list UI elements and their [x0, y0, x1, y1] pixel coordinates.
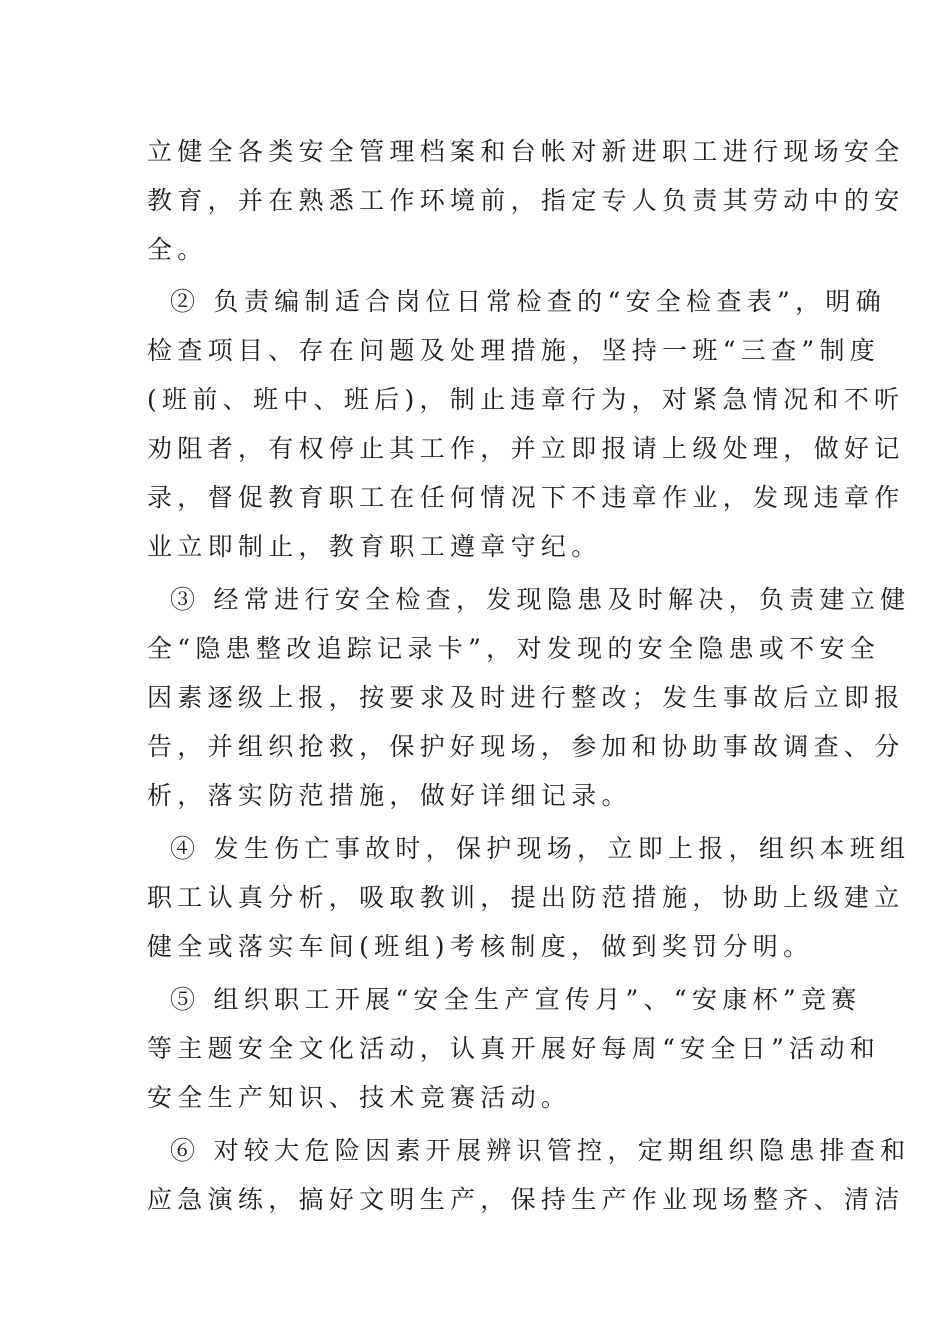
list-item-4-start: ④ 发生伤亡事故时，保护现场，立即上报，组织本班组 — [170, 834, 911, 863]
list-item-3-start: ③ 经常进行安全检查，发现隐患及时解决，负责建立健 — [170, 585, 911, 614]
text-line: 应急演练，搞好文明生产，保持生产作业现场整齐、清洁 — [147, 1185, 905, 1214]
text-line: (班前、班中、班后)，制止违章行为，对紧急情况和不听 — [147, 385, 905, 414]
text-line: 立健全各类安全管理档案和台帐对新进职工进行现场安全 — [147, 137, 905, 166]
text-line: 健全或落实车间(班组)考核制度，做到奖罚分明。 — [147, 932, 814, 961]
text-line: 全“隐患整改追踪记录卡”，对发现的安全隐患或不安全 — [147, 634, 881, 663]
list-item-2-start: ② 负责编制适合岗位日常检查的“安全检查表”，明确 — [170, 287, 887, 316]
text-line: 全。 — [147, 235, 208, 264]
text-line: 职工认真分析，吸取教训，提出防范措施，协助上级建立 — [147, 883, 905, 912]
list-item-5-start: ⑤ 组织职工开展“安全生产宣传月”、“安康杯”竞赛 — [170, 985, 862, 1014]
text-line: 告，并组织抢救，保护好现场，参加和协助事故调查、分 — [147, 732, 905, 761]
text-line: 安全生产知识、技术竞赛活动。 — [147, 1083, 572, 1112]
text-line: 析，落实防范措施，做好详细记录。 — [147, 781, 632, 810]
text-line: 劝阻者，有权停止其工作，并立即报请上级处理，做好记 — [147, 434, 905, 463]
text-line: 教育，并在熟悉工作环境前，指定专人负责其劳动中的安 — [147, 186, 905, 215]
list-item-6-start: ⑥ 对较大危险因素开展辨识管控，定期组织隐患排查和 — [170, 1136, 911, 1165]
text-line: 录，督促教育职工在任何情况下不违章作业，发现违章作 — [147, 483, 905, 512]
text-line: 等主题安全文化活动，认真开展好每周“安全日”活动和 — [147, 1034, 881, 1063]
text-line: 检查项目、存在问题及处理措施，坚持一班“三查”制度 — [147, 336, 881, 365]
text-line: 业立即制止，教育职工遵章守纪。 — [147, 532, 602, 561]
text-line: 因素逐级上报，按要求及时进行整改；发生事故后立即报 — [147, 683, 905, 712]
